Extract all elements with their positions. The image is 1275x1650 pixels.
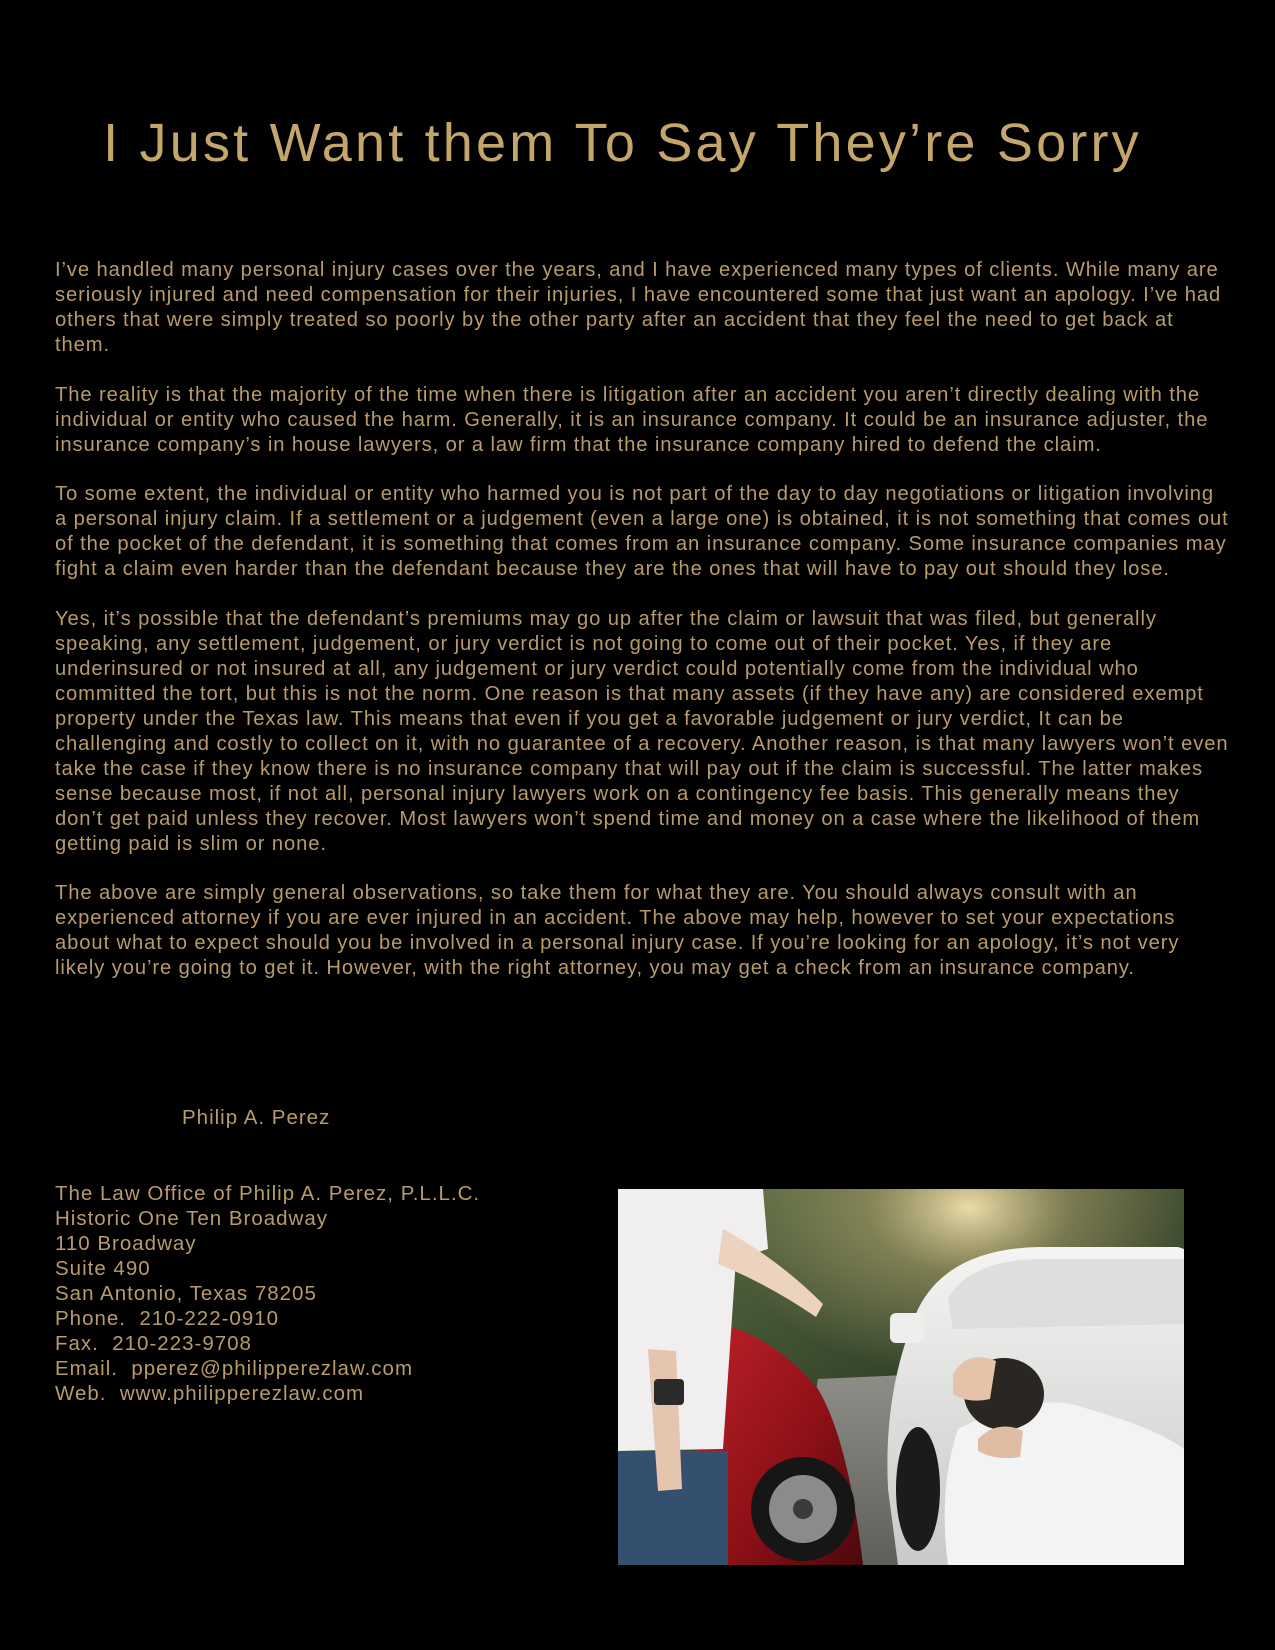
fax-number: Fax. 210-223-9708	[55, 1332, 252, 1355]
paragraph-2: The reality is that the majority of the time when there is litigation after an accident you aren’t directly dealing with the individual or entity who caused the harm. Generally, it is an insurance company. It could be an insurance adjuster, the insurance company’s in house lawyers, or a law firm that the insurance company hired to defend the claim.	[55, 383, 1209, 456]
street-address: 110 Broadway	[55, 1232, 197, 1255]
contact-block	[55, 1181, 615, 1406]
phone-number: Phone. 210-222-0910	[55, 1307, 280, 1330]
accident-photo-illustration	[618, 1189, 1184, 1565]
website-url: Web. www.philipperezlaw.com	[55, 1382, 365, 1405]
building-name: Historic One Ten Broadway	[55, 1207, 329, 1230]
suite-number: Suite 490	[55, 1257, 151, 1280]
article-body	[55, 258, 1230, 1006]
accident-photo	[618, 1189, 1184, 1565]
paragraph-3: To some extent, the individual or entity who harmed you is not part of the day to day negotiations or litigation involving a personal injury claim. If a settlement or a judgement (even a large one) is obtained, it is not something that comes out of the pocket of the defendant, it is something that comes from an insurance company. Some insurance companies may fight a claim even harder than the defendant because they are the ones that will have to pay out should they lose.	[55, 483, 1229, 580]
city-state-zip: San Antonio, Texas 78205	[55, 1282, 317, 1305]
author-signature: Philip A. Perez	[182, 1106, 331, 1129]
paragraph-4: Yes, it’s possible that the defendant’s premiums may go up after the claim or lawsuit that was filed, but generally speaking, any settlement, judgement, or jury verdict is not going to come out of their pocket. Yes, if they are underinsured or not insured at all, any judgement or jury verdict could potentially come from the individual who committed the tort, but this is not the norm. One reason is that many assets (if they have any) are considered exempt property under the Texas law. This means that even if you get a favorable judgement or jury verdict, It can be challenging and costly to collect on it, with no guarantee of a recovery. Another reason, is that many lawyers won’t even take the case if they know there is no insurance company that will pay out if the claim is successful. The latter makes sense because most, if not all, personal injury lawyers work on a contingency fee basis. This generally means they don’t get paid unless they recover. Most lawyers won’t spend time and money on a case where the likelihood of them getting paid is slim or none.	[55, 607, 1229, 855]
firm-name: The Law Office of Philip A. Perez, P.L.L.C.	[55, 1182, 481, 1205]
page-title: I Just Want them To Say They’re Sorry	[103, 113, 1142, 173]
paragraph-1: I’ve handled many personal injury cases over the years, and I have experienced many types of clients. While many are seriously injured and need compensation for their injuries, I have encountered some that just want an apology. I’ve had others that were simply treated so poorly by the other party after an accident that they feel the need to get back at them.	[55, 259, 1222, 356]
paragraph-5: The above are simply general observations, so take them for what they are. You should always consult with an experienced attorney if you are ever injured in an accident. The above may help, however to set your expectations about what to expect should you be involved in a personal injury case. If you’re looking for an apology, it’s not very likely you’re going to get it. However, with the right attorney, you may get a check from an insurance company.	[55, 882, 1180, 979]
email-address: Email. pperez@philipperezlaw.com	[55, 1357, 414, 1380]
